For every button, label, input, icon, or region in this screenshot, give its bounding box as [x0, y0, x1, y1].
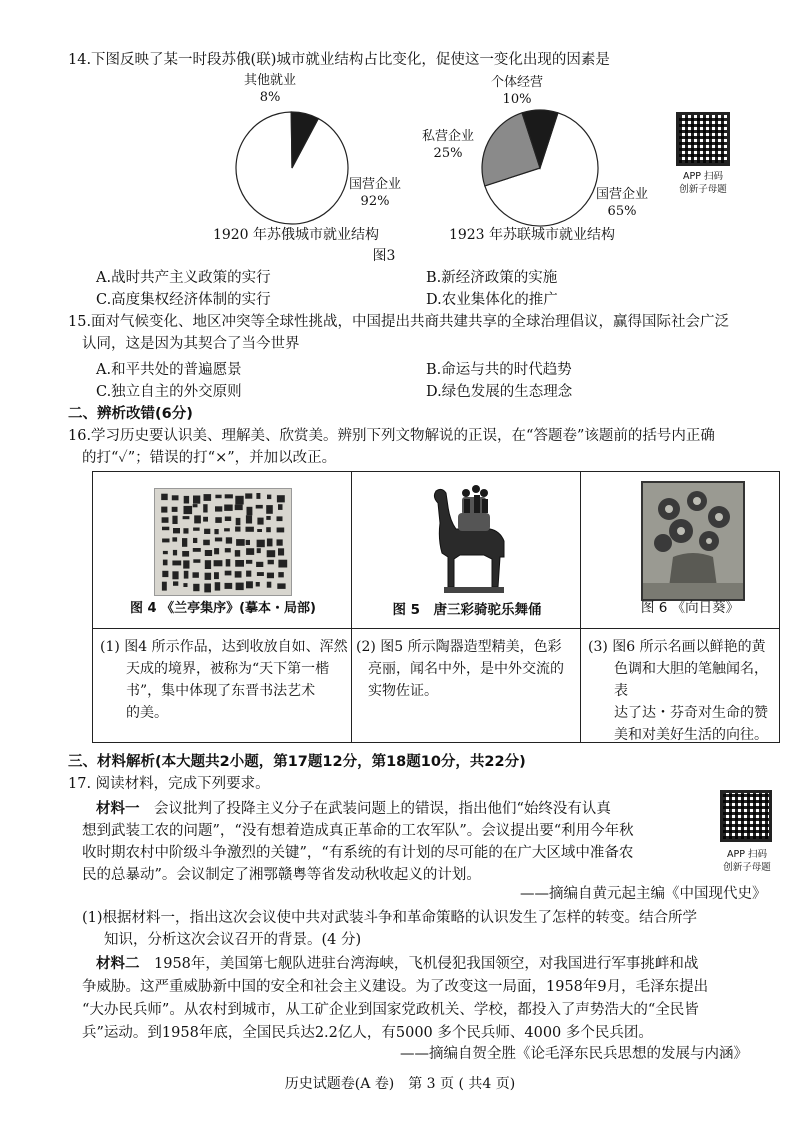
calligraphy-stroke [278, 548, 284, 555]
material-2-title: 材料二 [96, 956, 140, 972]
qr-caption-2 [706, 848, 788, 874]
calligraphy-stroke [215, 582, 221, 590]
q14-option-a: A.战时共产主义政策的实行 [96, 270, 271, 286]
q14-stem: 14.下图反映了某一时段苏俄(联)城市就业结构占比变化，促使这一变化出现的因素是 [68, 52, 610, 68]
calligraphy-stroke [235, 560, 244, 567]
calligraphy-stroke [162, 527, 169, 531]
calligraphy-stroke [215, 495, 221, 499]
material-1-text-1: 会议批判了投降主义分子在武装问题上的错误，指出他们“始终没有认真 [154, 801, 611, 817]
q16-item2-line2: 亮丽，闻名中外，是中外交流的 [368, 661, 564, 677]
calligraphy-stroke [173, 550, 177, 556]
calligraphy-stroke [183, 583, 187, 587]
pie1923-state-label [592, 186, 652, 220]
figure3-label: 图3 [372, 248, 396, 264]
camel-figurine-image [420, 483, 516, 597]
qr-caption-line1: APP 扫码 [727, 849, 767, 860]
calligraphy-stroke [203, 540, 210, 546]
pie1920-state-value: 92% [360, 194, 390, 209]
calligraphy-stroke [225, 494, 233, 498]
calligraphy-stroke [235, 571, 242, 577]
calligraphy-stroke [194, 515, 201, 523]
calligraphy-stroke [257, 529, 262, 532]
calligraphy-stroke [245, 493, 252, 498]
calligraphy-stroke [182, 538, 187, 547]
q17-material-1-source: ——摘编自黄元起主编《中国现代史》 [520, 886, 767, 902]
q17-material-2-line4: 兵”运动。到1958年底，全国民兵达2.2亿人，有5000 多个民兵师、4000 多个民兵团。 [82, 1025, 653, 1041]
q15-option-c: C.独立自主的外交原则 [96, 384, 242, 400]
calligraphy-stroke [173, 528, 180, 533]
pie1923-private-name: 私营企业 [421, 129, 474, 144]
calligraphy-stroke [172, 495, 179, 500]
q16-item-1 [100, 636, 348, 724]
q17-material-2-source: ——摘编自贺全胜《论毛泽东民兵思想的发展与内涵》 [400, 1046, 748, 1062]
q16-row-divider [92, 628, 780, 629]
pie1923-state-name: 国营企业 [595, 187, 648, 202]
calligraphy-stroke [257, 518, 263, 525]
calligraphy-stroke [161, 494, 168, 500]
q16-item1-line2: 天成的境界，被称为“天下第一楷 [126, 661, 330, 677]
q16-item2-line3: 实物佐证。 [368, 683, 438, 699]
qr-code-icon[interactable] [676, 112, 730, 166]
calligraphy-stroke [278, 560, 287, 568]
calligraphy-stroke [235, 550, 240, 557]
calligraphy-stroke [204, 494, 212, 501]
q17-material-1-line4: 民的总暴动”。会议制定了湘鄂赣粤等省发动秋收起义的计划。 [82, 867, 481, 883]
qr-caption-line1: APP 扫码 [683, 171, 723, 182]
pie1920-state-label [345, 176, 405, 210]
calligraphy-stroke [256, 505, 263, 509]
calligraphy-stroke [256, 493, 260, 499]
q16-item3-line4: 美和对美好生活的向往。 [614, 727, 768, 743]
q17-sub1-line1: (1)根据材料一，指出这次会议使中共对武装斗争和革命策略的认识发生了怎样的转变。结合所学 [82, 910, 698, 926]
pie1923-indiv-name: 个体经营 [490, 75, 543, 90]
calligraphy-stroke [172, 507, 178, 512]
calligraphy-stroke [172, 561, 181, 566]
calligraphy-stroke [215, 538, 222, 542]
calligraphy-stroke [193, 496, 200, 504]
calligraphy-stroke [235, 496, 243, 505]
calligraphy-stroke [161, 507, 167, 513]
q15-stem-line2: 认同，这是因为其契合了当今世界 [82, 336, 300, 352]
calligraphy-stroke [183, 528, 188, 533]
pie1923-private-value: 25% [433, 146, 463, 161]
calligraphy-stroke [162, 582, 167, 591]
q17-sub1-line2: 知识，分析这次会议召开的背景。(4 分) [104, 932, 362, 948]
calligraphy-stroke [225, 517, 231, 522]
q17-material-2-line3: “大办民兵师”。从农村到城市，从工矿企业到国家党政机关、学校，都投入了声势浩大的“全民皆 [82, 1002, 699, 1018]
calligraphy-stroke [205, 560, 211, 569]
calligraphy-stroke [225, 583, 233, 589]
calligraphy-stroke [268, 560, 274, 565]
calligraphy-stroke [204, 584, 211, 593]
q16-divider-2 [580, 471, 581, 742]
calligraphy-stroke [257, 548, 261, 553]
calligraphy-stroke [203, 517, 208, 522]
calligraphy-stroke [203, 504, 207, 512]
qr-caption-line2: 创新子母题 [679, 184, 727, 195]
calligraphy-stroke [235, 527, 240, 532]
calligraphy-stroke [277, 528, 285, 533]
calligraphy-stroke [172, 571, 178, 579]
fig4-caption: 图 4 《兰亭集序》(摹本・局部) [130, 601, 316, 616]
calligraphy-stroke [278, 572, 284, 577]
calligraphy-stroke [225, 548, 231, 552]
calligraphy-stroke [266, 527, 271, 532]
calligraphy-stroke [184, 506, 193, 514]
calligraphy-stroke [193, 584, 199, 591]
lanting-xu-image [154, 488, 292, 596]
q16-item1-line4: 的美。 [126, 705, 168, 721]
calligraphy-stroke [267, 539, 273, 547]
section-3-title: 三、材料解析(本大题共2小题，第17题12分，第18题10分，共22分) [68, 754, 526, 770]
calligraphy-stroke [184, 571, 189, 579]
q17-material-2-line1 [96, 952, 698, 976]
calligraphy-stroke [193, 528, 200, 531]
calligraphy-stroke [267, 495, 271, 500]
calligraphy-stroke [224, 505, 233, 511]
calligraphy-stroke [215, 517, 222, 523]
calligraphy-stroke [163, 560, 168, 566]
calligraphy-stroke [246, 560, 252, 564]
calligraphy-stroke [277, 583, 285, 589]
calligraphy-stroke [277, 495, 285, 502]
calligraphy-stroke [257, 540, 265, 548]
pie-chart-1920 [228, 108, 358, 230]
calligraphy-stroke [172, 516, 177, 524]
page-footer: 历史试题卷(A 卷) 第 3 页 ( 共4 页) [284, 1076, 516, 1092]
pie1923-private-label [418, 128, 478, 162]
calligraphy-stroke [193, 548, 201, 552]
calligraphy-stroke [246, 540, 250, 545]
calligraphy-stroke [193, 538, 197, 543]
calligraphy-stroke [236, 583, 244, 591]
calligraphy-stroke [162, 539, 169, 543]
q17-material-1-line3: 收时期农村中阶级斗争激烈的关键”，“有系统的有计划的尽可能的在广大区域中准备农 [82, 845, 634, 861]
material-1-title: 材料一 [96, 801, 140, 817]
calligraphy-stroke [225, 571, 232, 576]
calligraphy-stroke [162, 517, 169, 523]
fig6-caption: 图 6 《向日葵》 [640, 600, 740, 616]
calligraphy-stroke [205, 550, 212, 556]
calligraphy-stroke [246, 581, 253, 588]
pie1923-indiv-label [482, 74, 552, 108]
calligraphy-stroke [162, 571, 168, 577]
calligraphy-stroke [267, 582, 272, 588]
calligraphy-stroke [183, 560, 189, 568]
calligraphy-stroke [267, 573, 274, 579]
q15-option-b: B.命运与共的时代趋势 [426, 362, 572, 378]
q16-item3-line2: 色调和大胆的笔触闻名，表 [614, 661, 768, 699]
calligraphy-stroke [266, 516, 270, 520]
q16-item3-line1: (3) 图6 所示名画以鲜艳的黄 [588, 639, 766, 655]
calligraphy-stroke [214, 529, 218, 534]
qr-caption-line2: 创新子母题 [723, 862, 771, 873]
calligraphy-stroke [266, 505, 273, 514]
pie1920-other-name: 其他就业 [243, 73, 296, 88]
calligraphy-stroke [256, 582, 260, 587]
calligraphy-stroke [193, 504, 198, 507]
calligraphy-stroke [173, 581, 178, 585]
q15-option-a: A.和平共处的普遍愿景 [96, 362, 242, 378]
q15-stem-line1: 15.面对气候变化、地区冲突等全球性挑战，中国提出共商共建共享的全球治理倡议，赢得国际社会广泛 [68, 314, 730, 330]
calligraphy-stroke [183, 516, 190, 519]
fig5-caption: 图 5 唐三彩骑驼乐舞俑 [392, 602, 542, 618]
calligraphy-stroke [214, 560, 223, 566]
calligraphy-stroke [235, 505, 243, 511]
calligraphy-stroke [267, 550, 276, 557]
q17-material-1-line1 [96, 797, 611, 821]
q16-item1-line1: (1) 图4 所示作品，达到收放自如、浑然 [100, 639, 348, 655]
pie1920-other-value: 8% [259, 90, 281, 105]
pie-chart-1923 [476, 104, 606, 232]
pie1923-state-value: 65% [607, 204, 637, 219]
q16-item2-line1: (2) 图5 所示陶器造型精美，色彩 [356, 639, 562, 655]
calligraphy-stroke [214, 548, 219, 554]
pie1920-caption: 1920 年苏俄城市就业结构 [212, 227, 380, 243]
calligraphy-stroke [172, 537, 177, 541]
q16-item-2 [356, 636, 578, 702]
calligraphy-stroke [247, 507, 253, 516]
q14-option-d: D.农业集体化的推广 [426, 292, 558, 308]
calligraphy-stroke [215, 506, 222, 511]
calligraphy-stroke [278, 504, 283, 510]
calligraphy-stroke [256, 562, 263, 567]
calligraphy-stroke [257, 572, 264, 576]
q16-item3-line3: 达了达・芬奇对生命的赞 [614, 705, 768, 721]
q14-option-b: B.新经济政策的实施 [426, 270, 558, 286]
calligraphy-stroke [204, 529, 210, 534]
calligraphy-stroke [277, 539, 283, 545]
qr-caption-1 [662, 170, 744, 196]
calligraphy-stroke [246, 571, 251, 577]
calligraphy-stroke [205, 573, 212, 580]
calligraphy-stroke [193, 572, 199, 578]
qr-code-icon[interactable] [720, 790, 772, 842]
q16-stem-line2: 的打“✓”；错误的打“×”，并加以改正。 [82, 450, 337, 466]
q17-stem: 17. 阅读材料，完成下列要求。 [68, 776, 270, 792]
section-2-title: 二、辨析改错(6分) [68, 406, 193, 422]
pie1923-indiv-value: 10% [502, 92, 532, 107]
pie1920-other-label [240, 72, 300, 106]
calligraphy-stroke [163, 551, 168, 554]
calligraphy-stroke [226, 537, 232, 543]
calligraphy-stroke [236, 539, 245, 546]
material-2-text-1: 1958年，美国第七舰队进驻台湾海峡，飞机侵犯我国领空，对我国进行军事挑衅和战 [154, 956, 699, 972]
q15-option-d: D.绿色发展的生态理念 [426, 384, 573, 400]
calligraphy-stroke [246, 548, 254, 555]
q16-item1-line3: 书”，集中体现了东晋书法艺术 [126, 683, 316, 699]
pie1920-state-name: 国营企业 [348, 177, 401, 192]
sunflowers-drawing [643, 483, 743, 599]
q14-option-c: C.高度集权经济体制的实行 [96, 292, 271, 308]
q17-material-1-line2: 想到武装工农的问题”，“没有想着造成真正革命的工农军队”。会议提出要“利用今年秋 [82, 823, 634, 839]
q17-material-2-line2: 争威胁。这严重威胁新中国的安全和社会主义建设。为了改变这一局面，1958年9月，毛泽东提出 [82, 979, 709, 995]
calligraphy-stroke [182, 551, 189, 557]
q16-item-3 [588, 636, 776, 746]
calligraphy-stroke [236, 518, 241, 525]
calligraphy-stroke [226, 559, 231, 566]
calligraphy-stroke [214, 572, 219, 579]
calligraphy-stroke [193, 559, 200, 563]
calligraphy-stroke [246, 515, 252, 523]
pie1923-caption: 1923 年苏联城市就业结构 [448, 227, 616, 243]
calligraphy-strokes [155, 489, 291, 595]
calligraphy-stroke [246, 527, 254, 532]
calligraphy-stroke [224, 528, 230, 531]
calligraphy-stroke [184, 496, 189, 504]
sunflowers-painting-image [641, 481, 745, 601]
q16-stem-line1: 16.学习历史要认识美、理解美、欣赏美。辨别下列文物解说的正误，在“答题卷”该题前的括号内正确 [68, 428, 715, 444]
q16-divider-1 [351, 471, 352, 742]
calligraphy-stroke [277, 516, 283, 521]
